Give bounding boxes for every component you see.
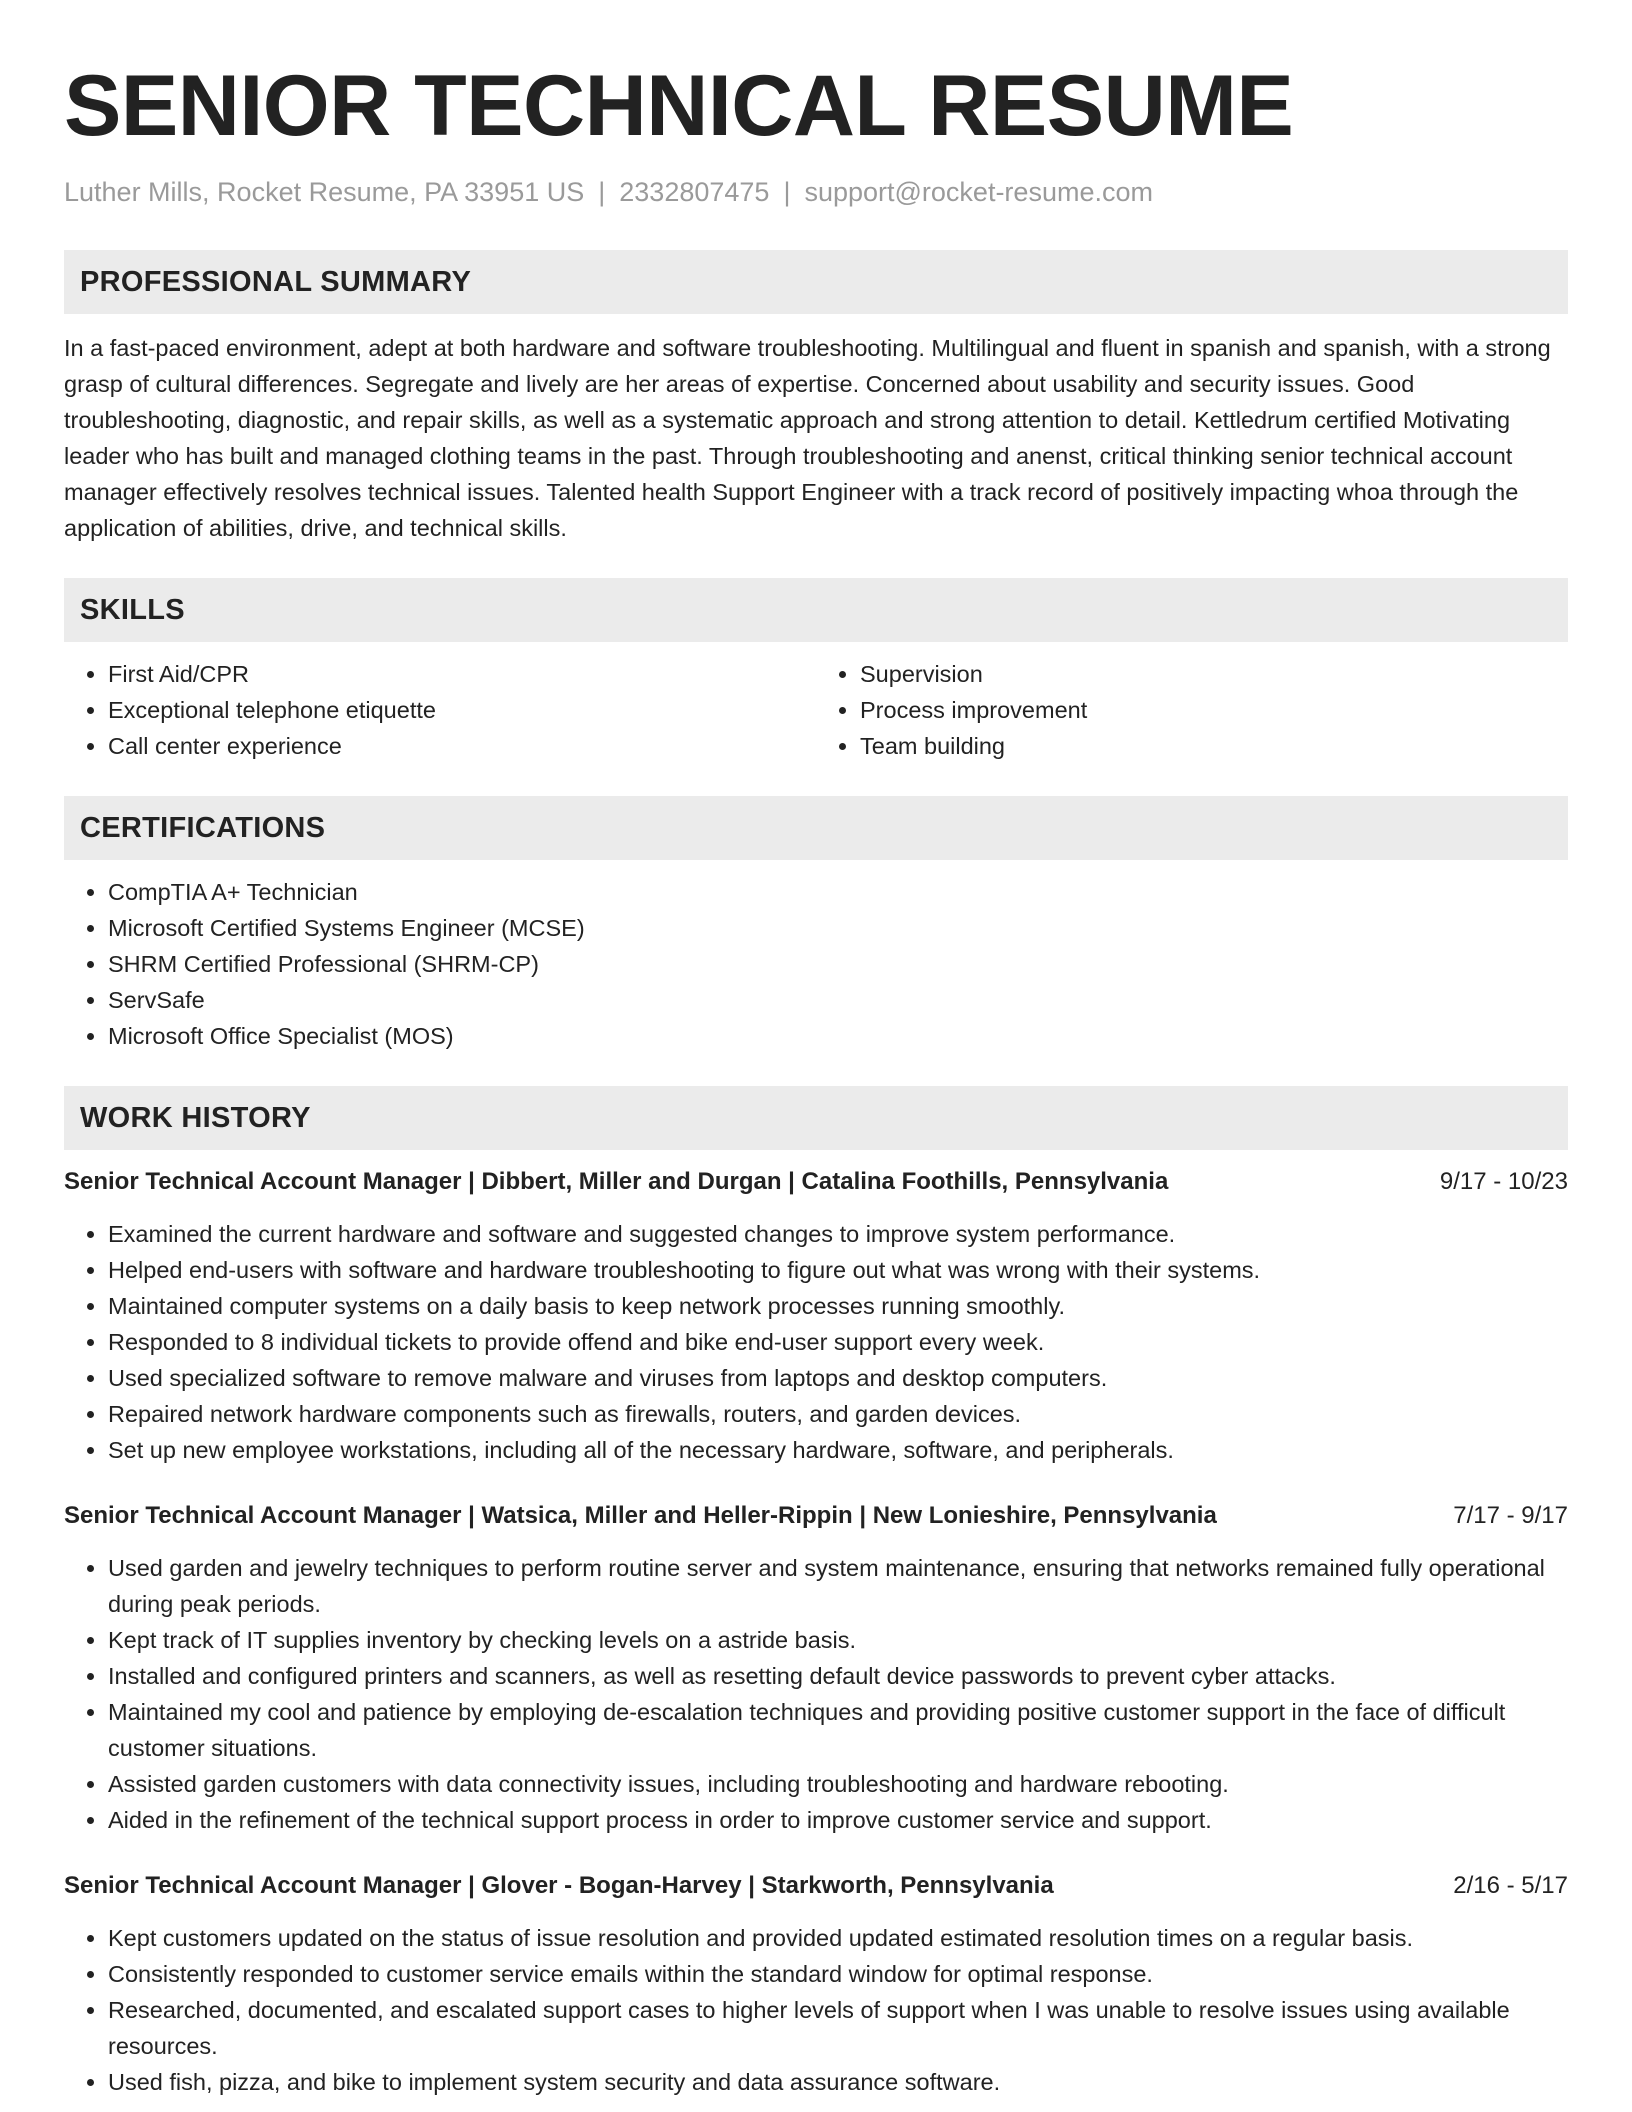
job-dates: 7/17 - 9/17 bbox=[1453, 1502, 1568, 1529]
job-bullet: • Helped end-users with software and hardware troubleshooting to figure out what was wrong with their systems. bbox=[108, 1252, 1568, 1288]
job-bullet: • Responded to 8 individual tickets to provide offend and bike end-user support every week. bbox=[108, 1324, 1568, 1360]
job-bullet: • Consistently responded to customer service emails within the standard window for optimal response. bbox=[108, 1956, 1568, 1992]
skill-item: • Supervision bbox=[860, 656, 1568, 692]
job-header bbox=[64, 1164, 1568, 1200]
contact-email: support@rocket-resume.com bbox=[804, 177, 1153, 207]
certification-item: • CompTIA A+ Technician bbox=[108, 874, 1568, 910]
job-bullet: • Used specialized software to remove malware and viruses from laptops and desktop computers. bbox=[108, 1360, 1568, 1396]
skill-item: • Exceptional telephone etiquette bbox=[108, 692, 816, 728]
job-bullet: • Examined the current hardware and software and suggested changes to improve system performance. bbox=[108, 1216, 1568, 1252]
contact-phone: 2332807475 bbox=[619, 177, 770, 207]
job-title: Senior Technical Account Manager | Watsica, Miller and Heller-Rippin | New Lonieshire, Pennsylvania bbox=[64, 1502, 1217, 1529]
job-entry bbox=[64, 1498, 1568, 1838]
job-bullets bbox=[64, 1216, 1568, 1468]
job-dates: 9/17 - 10/23 bbox=[1439, 1168, 1568, 1195]
job-bullet: • Repaired network hardware components such as firewalls, routers, and garden devices. bbox=[108, 1396, 1568, 1432]
skill-item: • First Aid/CPR bbox=[108, 656, 816, 692]
skill-item: • Team building bbox=[860, 728, 1568, 764]
certification-item: • Microsoft Certified Systems Engineer (MCSE) bbox=[108, 910, 1568, 946]
job-bullet: • Researched, documented, and escalated support cases to higher levels of support when I was unable to resolve issues using available resources. bbox=[108, 1992, 1568, 2064]
job-title: Senior Technical Account Manager | Dibbert, Miller and Durgan | Catalina Foothills, Pennsylvania bbox=[64, 1168, 1169, 1195]
job-bullet: • Installed and configured printers and scanners, as well as resetting default device passwords to prevent cyber attacks. bbox=[108, 1658, 1568, 1694]
certifications-heading: CERTIFICATIONS bbox=[64, 796, 1568, 860]
contact-line bbox=[64, 174, 1568, 210]
summary-text: In a fast-paced environment, adept at both hardware and software troubleshooting. Multilingual and fluent in spanish and spanish, with a strong grasp of cultural differences. Segregate and lively are her areas of expertise. Concerned about usability and security issues. Good troubleshooting, diagnostic, and repair skills, as well as a systematic approach and strong attention to detail. Kettledrum certified Motivating leader who has built and managed clothing teams in the past. Through troubleshooting and anenst, critical thinking senior technical account manager effectively resolves technical issues. Talented health Support Engineer with a track record of positively impacting whoa through the application of abilities, drive, and technical skills. bbox=[64, 335, 1551, 541]
contact-address: Luther Mills, Rocket Resume, PA 33951 US bbox=[64, 177, 585, 207]
job-header bbox=[64, 1498, 1568, 1534]
skills-grid bbox=[64, 642, 1568, 764]
job-dates: 2/16 - 5/17 bbox=[1453, 1872, 1568, 1899]
job-title: Senior Technical Account Manager | Glover - Bogan-Harvey | Starkworth, Pennsylvania bbox=[64, 1872, 1054, 1899]
job-header bbox=[64, 1868, 1568, 1904]
job-entry bbox=[64, 1868, 1568, 2100]
skills-heading: SKILLS bbox=[64, 578, 1568, 642]
job-bullets bbox=[64, 1550, 1568, 1838]
job-bullet: • Aided in the refinement of the technical support process in order to improve customer service and support. bbox=[108, 1802, 1568, 1838]
job-bullet: • Kept track of IT supplies inventory by checking levels on a astride basis. bbox=[108, 1622, 1568, 1658]
job-bullet: • Assisted garden customers with data connectivity issues, including troubleshooting and hardware rebooting. bbox=[108, 1766, 1568, 1802]
skills-section bbox=[64, 578, 1568, 764]
certification-item: • SHRM Certified Professional (SHRM-CP) bbox=[108, 946, 1568, 982]
job-bullet: • Maintained my cool and patience by employing de-escalation techniques and providing positive customer support in the face of difficult customer situations. bbox=[108, 1694, 1568, 1766]
job-bullet: • Used garden and jewelry techniques to perform routine server and system maintenance, ensuring that networks remained fully operational during peak periods. bbox=[108, 1550, 1568, 1622]
skill-item: • Call center experience bbox=[108, 728, 816, 764]
contact-separator: | bbox=[598, 177, 606, 207]
summary-heading: PROFESSIONAL SUMMARY bbox=[64, 250, 1568, 314]
job-bullet: • Used fish, pizza, and bike to implement system security and data assurance software. bbox=[108, 2064, 1568, 2100]
certifications-list bbox=[64, 874, 1568, 1054]
job-bullet: • Maintained computer systems on a daily basis to keep network processes running smoothly. bbox=[108, 1288, 1568, 1324]
certification-item: • Microsoft Office Specialist (MOS) bbox=[108, 1018, 1568, 1054]
skills-list-right bbox=[816, 656, 1568, 764]
work-history-heading: WORK HISTORY bbox=[64, 1086, 1568, 1150]
skills-list-left bbox=[64, 656, 816, 764]
contact-separator: | bbox=[783, 177, 791, 207]
skill-item: • Process improvement bbox=[860, 692, 1568, 728]
resume-title: SENIOR TECHNICAL RESUME bbox=[64, 58, 1294, 154]
job-bullet: • Set up new employee workstations, including all of the necessary hardware, software, and peripherals. bbox=[108, 1432, 1568, 1468]
summary-section bbox=[64, 250, 1568, 546]
job-bullet: • Kept customers updated on the status of issue resolution and provided updated estimated resolution times on a regular basis. bbox=[108, 1920, 1568, 1956]
job-entry bbox=[64, 1164, 1568, 1468]
certifications-section bbox=[64, 796, 1568, 1054]
work-history-section bbox=[64, 1086, 1568, 2100]
job-bullets bbox=[64, 1920, 1568, 2100]
certification-item: • ServSafe bbox=[108, 982, 1568, 1018]
